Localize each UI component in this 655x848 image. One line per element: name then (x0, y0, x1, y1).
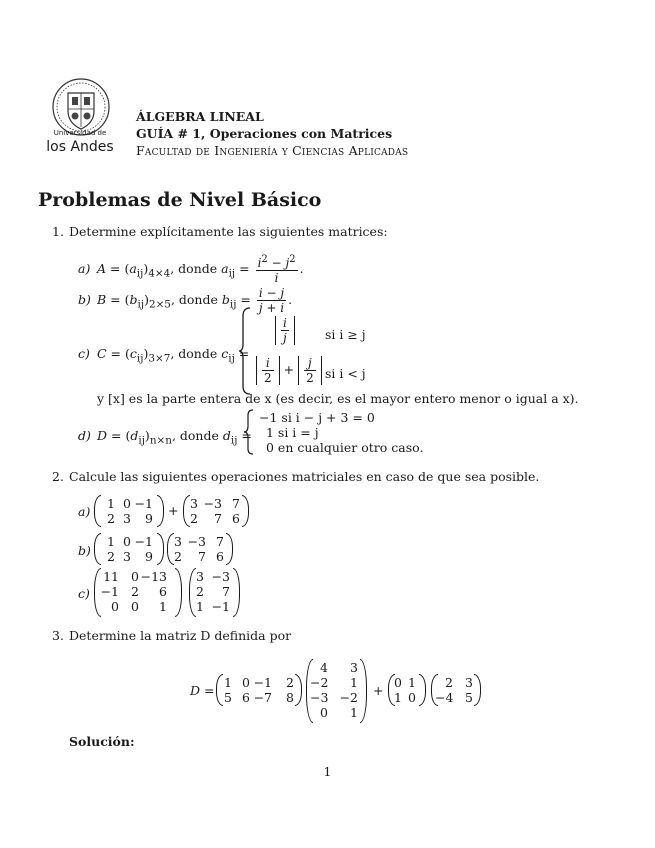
matrix-2b-right (172, 534, 224, 564)
cell: 7 (222, 584, 230, 599)
cell: 3 (123, 511, 131, 526)
cell: −3 (187, 534, 206, 549)
matrix-2c-right (194, 569, 230, 614)
logo-caption-large: los Andes (46, 139, 114, 155)
cell: 1 (107, 534, 115, 549)
faculty-name: Facultad de Ingeniería y Ciencias Aplicadas (136, 143, 409, 158)
cell: −1 (100, 584, 119, 599)
cell: −13 (140, 569, 167, 584)
left-brace-c (238, 306, 252, 396)
cell: 4 (320, 660, 328, 675)
cell: 3 (123, 549, 131, 564)
left-brace-d (243, 408, 255, 456)
matrix-d3 (392, 675, 416, 705)
solution-label: Solución: (69, 734, 135, 749)
item-1c-label: c) (78, 346, 90, 361)
paren-right (157, 495, 164, 527)
cell: 3 (190, 496, 198, 511)
cell: −1 (253, 675, 272, 690)
d-case-3: 0 en cualquier otro caso. (266, 440, 424, 455)
cell: 0 (131, 569, 139, 584)
matrix-d-label: D = (190, 683, 215, 698)
paren-right (360, 659, 367, 723)
item-1c-formula: $C = (c_{ij})_{3\times 7}$, donde $c_{ij}$ = (97, 346, 250, 365)
cell: 3 (174, 534, 182, 549)
cell: 6 (216, 549, 224, 564)
cell: 2 (190, 511, 198, 526)
cell: 11 (103, 569, 119, 584)
matrix-2a-right (188, 496, 240, 526)
cell: 0 (123, 496, 131, 511)
cell: −4 (435, 690, 454, 705)
cell: 3 (465, 675, 473, 690)
cell: 2 (174, 549, 182, 564)
paren-right (474, 674, 481, 706)
cell: −1 (211, 599, 230, 614)
cell: 6 (159, 584, 167, 599)
paren-right (175, 568, 182, 617)
cell: 2 (107, 549, 115, 564)
cell: 7 (198, 549, 206, 564)
cell: −7 (253, 690, 272, 705)
cell: 1 (224, 675, 232, 690)
problem-1-number: 1. (52, 224, 64, 239)
item-1d-formula: $D = (d_{ij})_{n\times n}$, donde $d_{ij}$ = (97, 428, 252, 447)
course-title: ÁLGEBRA LINEAL (136, 109, 264, 124)
matrix-2a-left (101, 496, 153, 526)
d-case-1: −1 si i − j + 3 = 0 (259, 410, 375, 425)
paren-right (157, 533, 164, 565)
cell: 0 (111, 599, 119, 614)
problem-1-text: Determine explícitamente las siguientes matrices: (69, 224, 388, 239)
cell: 5 (224, 690, 232, 705)
cell: 0 (394, 675, 402, 690)
cell: −2 (310, 675, 329, 690)
matrix-2b-left (101, 534, 153, 564)
cell: −1 (134, 534, 153, 549)
cell: 1 (350, 675, 358, 690)
item-1a-label: a) (78, 261, 91, 276)
problem-3-text: Determine la matriz D definida por (69, 628, 292, 643)
problem-2-text: Calcule las siguientes operaciones matriciales en caso de que sea posible. (69, 469, 540, 484)
paren-right (226, 533, 233, 565)
cell: 2 (286, 675, 294, 690)
cell: 9 (145, 511, 153, 526)
problem-3-number: 3. (52, 628, 64, 643)
cell: −3 (310, 690, 329, 705)
cell: 2 (107, 511, 115, 526)
cell: 1 (196, 599, 204, 614)
cell: −3 (203, 496, 222, 511)
plus-sign: + (168, 503, 179, 518)
cell: 7 (214, 511, 222, 526)
plus-sign: + (373, 683, 384, 698)
cell: 3 (196, 569, 204, 584)
item-1b-label: b) (78, 292, 91, 307)
problem-2-number: 2. (52, 469, 64, 484)
item-1b-formula: $B = (b_{ij})_{2\times 5}$, donde $b_{ij}$ = $\frac{i - j}{j + i}$ . (97, 286, 293, 315)
item-2c-label: c) (78, 586, 90, 601)
cell: 6 (232, 511, 240, 526)
cell: 1 (408, 675, 416, 690)
cell: 7 (216, 534, 224, 549)
integer-part-note: y [x] es la parte entera de x (es decir, es el mayor entero menor o igual a x). (97, 391, 579, 406)
cell: 8 (286, 690, 294, 705)
logo-caption-small: Universidad de (53, 129, 107, 137)
item-2b-label: b) (78, 543, 91, 558)
cell: 2 (445, 675, 453, 690)
paren-left (94, 495, 101, 527)
page-number: 1 (323, 764, 332, 779)
c-case-2: si i < j (325, 366, 366, 381)
matrix-d1 (220, 675, 294, 705)
matrix-d2 (310, 660, 358, 720)
paren-left (94, 533, 101, 565)
cell: 1 (107, 496, 115, 511)
cell: 2 (196, 584, 204, 599)
paren-right (242, 495, 249, 527)
cell: 9 (145, 549, 153, 564)
cell: 0 (320, 705, 328, 720)
item-1a-formula: $A = (a_{ij})_{4\times 4}$, donde $a_{ij}$ = $\frac{i^2 - j^2}{i}$ . (97, 254, 304, 285)
cell: 2 (131, 584, 139, 599)
matrix-2c-left (99, 569, 167, 614)
floor-i-over-j: $\frac{i}{j}$ (275, 316, 295, 345)
paren-right (233, 568, 240, 617)
cell: 0 (123, 534, 131, 549)
paren-right (295, 674, 302, 706)
cell: −3 (211, 569, 230, 584)
cell: −2 (339, 690, 358, 705)
d-case-2: 1 si i = j (266, 425, 319, 440)
cell: 0 (242, 675, 250, 690)
cell: 5 (465, 690, 473, 705)
section-title: Problemas de Nivel Básico (38, 189, 322, 211)
cell: 0 (131, 599, 139, 614)
item-2a-label: a) (78, 504, 91, 519)
item-1d-label: d) (78, 428, 91, 443)
c-case-1: si i ≥ j (325, 327, 366, 342)
paren-right (419, 674, 426, 706)
cell: −1 (134, 496, 153, 511)
cell: 1 (159, 599, 167, 614)
guide-title: GUÍA # 1, Operaciones con Matrices (136, 126, 393, 141)
cell: 3 (350, 660, 358, 675)
floor-sum: $\frac{i}{2}$ + $\frac{j}{2}$ (256, 356, 322, 385)
cell: 7 (232, 496, 240, 511)
cell: 0 (408, 690, 416, 705)
cell: 1 (394, 690, 402, 705)
cell: 1 (350, 705, 358, 720)
matrix-d4 (435, 675, 473, 705)
cell: 6 (242, 690, 250, 705)
